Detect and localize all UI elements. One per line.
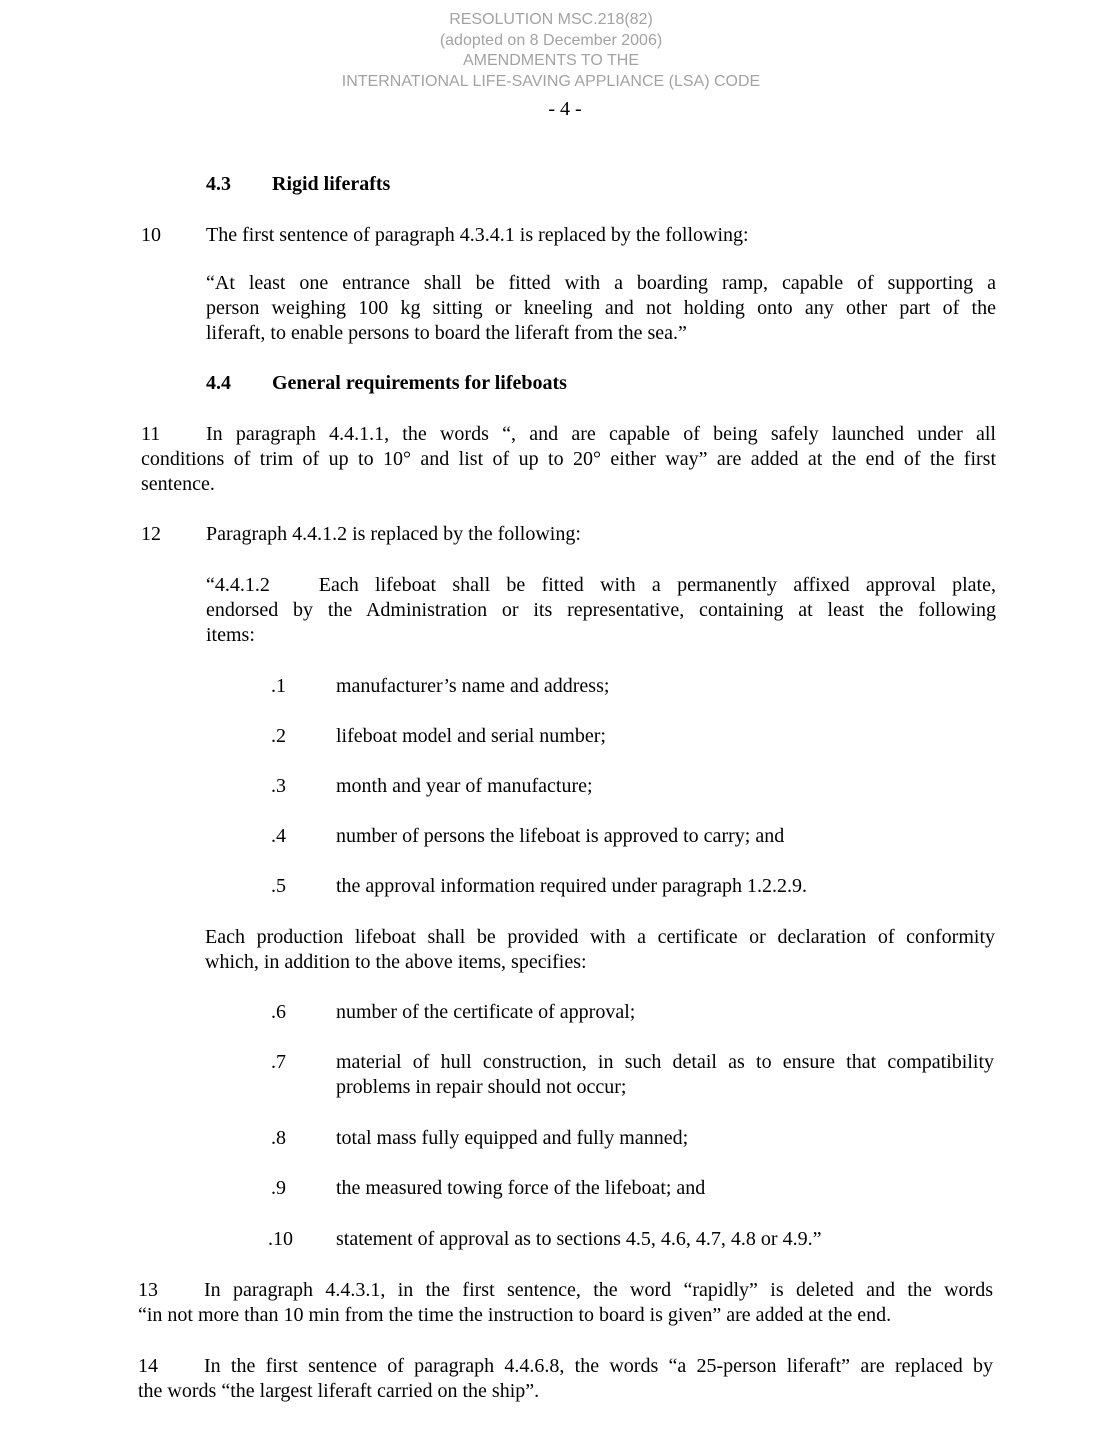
item-text: number of persons the lifeboat is approved to carry; and bbox=[336, 825, 785, 847]
para-13-line1-wrap bbox=[204, 1278, 993, 1303]
item-text-multiline bbox=[336, 1050, 994, 1100]
item-text: number of the certificate of approval; bbox=[336, 1001, 636, 1023]
para-10-quote-line: person weighing 100 kg sitting or kneeling and not holding onto any other part of the bbox=[206, 297, 996, 319]
section-4-3-number: 4.3 bbox=[206, 173, 231, 195]
para-12-quote bbox=[206, 573, 996, 648]
item-number: .2 bbox=[271, 725, 286, 747]
para-13-number: 13 bbox=[138, 1279, 158, 1301]
production-paragraph bbox=[205, 925, 995, 975]
item-number: .5 bbox=[271, 875, 286, 897]
para-12-quote-line: endorsed by the Administration or its representative, containing at least the following bbox=[206, 599, 996, 621]
para-10-quote-line: “At least one entrance shall be fitted with a boarding ramp, capable of supporting a bbox=[206, 272, 996, 294]
item-number: .10 bbox=[268, 1228, 293, 1250]
para-14-line: the words “the largest liferaft carried on the ship”. bbox=[138, 1380, 540, 1402]
para-14-line: In the first sentence of paragraph 4.4.6.8, the words “a 25-person liferaft” are replaced by bbox=[204, 1355, 993, 1377]
header-code-title: INTERNATIONAL LIFE-SAVING APPLIANCE (LSA) CODE bbox=[341, 73, 761, 90]
item-text: lifeboat model and serial number; bbox=[336, 725, 606, 747]
item-text: manufacturer’s name and address; bbox=[336, 675, 610, 697]
para-11-line: conditions of trim of up to 10° and list of up to 20° either way” are added at the end of the first bbox=[141, 448, 996, 470]
section-4-4-title: General requirements for lifeboats bbox=[272, 372, 567, 394]
para-11-rest bbox=[141, 447, 996, 497]
para-12-quote-line: items: bbox=[206, 624, 255, 646]
para-10-number: 10 bbox=[141, 224, 161, 246]
item-text: statement of approval as to sections 4.5, 4.6, 4.7, 4.8 or 4.9.” bbox=[336, 1228, 822, 1250]
item-text: month and year of manufacture; bbox=[336, 775, 593, 797]
header-amendments: AMENDMENTS TO THE bbox=[462, 52, 640, 69]
item-number: .7 bbox=[271, 1051, 286, 1073]
para-11-line: In paragraph 4.4.1.1, the words “, and are capable of being safely launched under all bbox=[206, 423, 996, 445]
production-line: which, in addition to the above items, specifies: bbox=[205, 951, 587, 973]
item-text: total mass fully equipped and fully manned; bbox=[336, 1127, 689, 1149]
para-13-line: In paragraph 4.4.3.1, in the first sentence, the word “rapidly” is deleted and the words bbox=[204, 1279, 993, 1301]
para-12-text: Paragraph 4.4.1.2 is replaced by the following: bbox=[206, 523, 581, 545]
item-number: .8 bbox=[271, 1127, 286, 1149]
item-text: problems in repair should not occur; bbox=[336, 1076, 627, 1098]
para-10-text: The first sentence of paragraph 4.3.4.1 is replaced by the following: bbox=[206, 224, 749, 246]
item-number: .9 bbox=[271, 1177, 286, 1199]
page-number: - 4 - bbox=[548, 98, 582, 120]
para-10-quote-line: liferaft, to enable persons to board the liferaft from the sea.” bbox=[206, 322, 687, 344]
para-13-line: “in not more than 10 min from the time the instruction to board is given” are added at the end. bbox=[138, 1304, 892, 1326]
para-11-line1-wrap bbox=[206, 422, 996, 447]
item-number: .6 bbox=[271, 1001, 286, 1023]
para-11-number: 11 bbox=[141, 423, 161, 445]
item-text: the approval information required under paragraph 1.2.2.9. bbox=[336, 875, 807, 897]
item-number: .4 bbox=[271, 825, 286, 847]
para-14-number: 14 bbox=[138, 1355, 158, 1377]
item-text: the measured towing force of the lifeboat; and bbox=[336, 1177, 706, 1199]
para-14-line1-wrap bbox=[204, 1354, 993, 1379]
header-adopted: (adopted on 8 December 2006) bbox=[439, 32, 663, 49]
item-number: .3 bbox=[271, 775, 286, 797]
production-line: Each production lifeboat shall be provided with a certificate or declaration of conformity bbox=[205, 926, 995, 948]
para-12-number: 12 bbox=[141, 523, 161, 545]
item-text: material of hull construction, in such detail as to ensure that compatibility bbox=[336, 1051, 994, 1073]
para-11-line: sentence. bbox=[141, 473, 215, 495]
header-resolution: RESOLUTION MSC.218(82) bbox=[449, 11, 653, 28]
para-12-quote-line: “4.4.1.2 Each lifeboat shall be fitted with a permanently affixed approval plate, bbox=[206, 574, 996, 596]
para-10-quote bbox=[206, 271, 996, 346]
item-number: .1 bbox=[271, 675, 286, 697]
section-4-4-number: 4.4 bbox=[206, 372, 231, 394]
section-4-3-title: Rigid liferafts bbox=[272, 173, 391, 195]
